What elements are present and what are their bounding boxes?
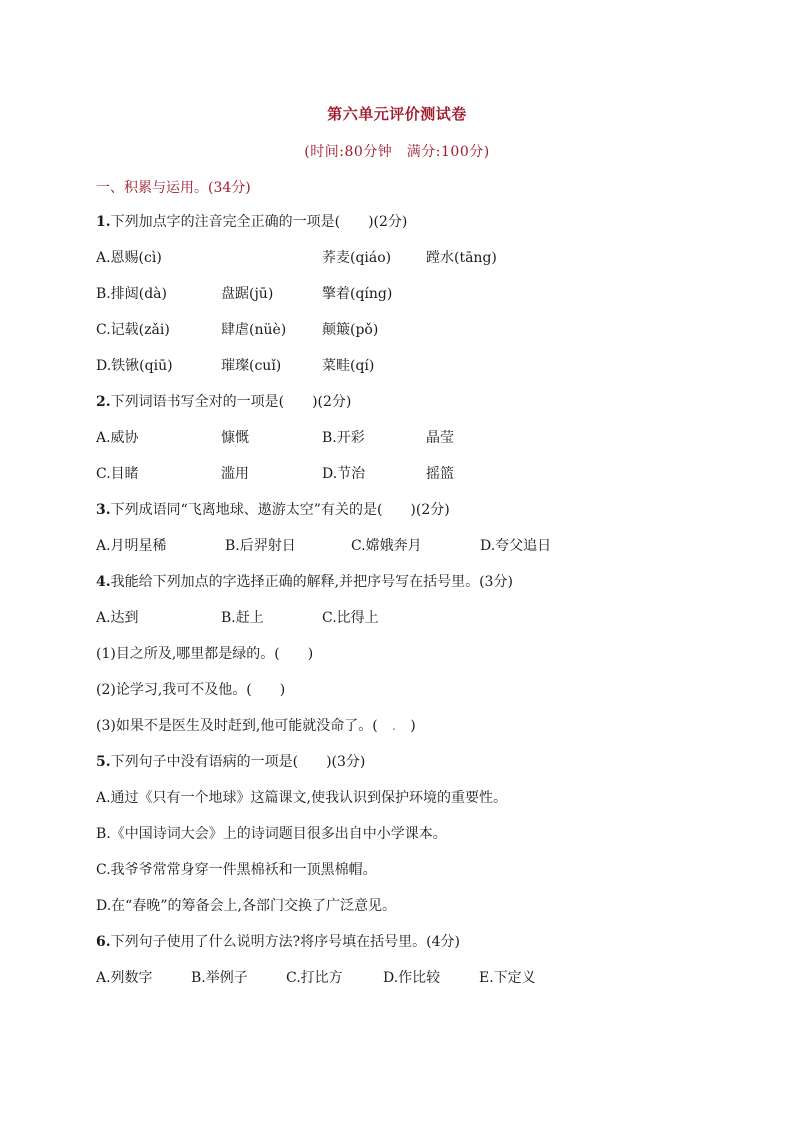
question-4 — [96, 572, 513, 592]
option-cell: C.目睹 — [96, 466, 139, 482]
option-cell: A.达到 — [96, 610, 139, 626]
option-cell: 擎着(qíng) — [322, 286, 393, 302]
q1-option-row-b — [96, 284, 696, 304]
page-subtitle: (时间:80分钟 满分:100分) — [304, 144, 490, 160]
option-cell: D.夸父追日 — [480, 538, 552, 554]
option-cell: A.威协 — [96, 430, 139, 446]
q5-option-c: C.我爷爷常常身穿一件黑棉袄和一顶黑棉帽。 — [96, 862, 377, 878]
q5-option-d: D.在“春晚”的筹备会上,各部门交换了广泛意见。 — [96, 898, 396, 914]
question-text: 下列成语同“飞离地球、遨游太空”有关的是( )(2分) — [110, 502, 450, 518]
q4-item-3 — [96, 716, 416, 736]
q5-option-b: B.《中国诗词大会》上的诗词题目很多出自中小学课本。 — [96, 826, 447, 842]
question-2 — [96, 392, 351, 412]
option-cell: 颠簸(pǒ) — [322, 322, 379, 338]
question-number: 4. — [96, 574, 111, 590]
q6-options — [96, 968, 696, 988]
q4-item-3-text: (3)如果不是医生及时赶到,他可能就没命了。( — [96, 718, 392, 734]
question-text: 我能给下列加点的字选择正确的解释,并把序号写在括号里。(3分) — [110, 574, 513, 590]
option-cell: C.比得上 — [322, 610, 379, 626]
option-cell: C.记载(zǎi) — [96, 322, 170, 338]
option-cell: 菜畦(qí) — [322, 358, 375, 374]
emphasis-dot: . — [391, 718, 397, 734]
option-cell: 晶莹 — [426, 430, 454, 446]
q3-options — [96, 536, 696, 556]
q2-option-row-2 — [96, 464, 696, 484]
option-cell: E.下定义 — [479, 970, 536, 986]
question-text: 下列句子中没有语病的一项是( )(3分) — [110, 754, 366, 770]
option-cell: B.赶上 — [221, 610, 264, 626]
option-cell: 肆虐(nüè) — [221, 322, 287, 338]
question-number: 1. — [96, 214, 111, 230]
q4-item-1: (1)目之所及,哪里都是绿的。( ) — [96, 646, 314, 662]
option-cell: 盘踞(jū) — [221, 286, 274, 302]
option-cell: B.后羿射日 — [225, 538, 296, 554]
q4-item-3-close: ) — [396, 718, 416, 734]
q1-option-row-d — [96, 356, 696, 376]
q2-option-row-1 — [96, 428, 696, 448]
option-cell: 璀璨(cuǐ) — [221, 358, 282, 374]
option-cell: 慷慨 — [221, 430, 249, 446]
page-title: 第六单元评价测试卷 — [327, 105, 467, 123]
question-5 — [96, 752, 365, 772]
question-number: 5. — [96, 754, 111, 770]
option-cell: 蹚水(tāng) — [426, 250, 497, 266]
option-cell: B.排闼(dà) — [96, 286, 167, 302]
option-cell: D.铁锹(qiū) — [96, 358, 173, 374]
option-cell: C.嫦娥奔月 — [351, 538, 422, 554]
question-6 — [96, 932, 460, 952]
q1-option-row-a — [96, 248, 696, 268]
q1-option-row-c — [96, 320, 696, 340]
question-number: 6. — [96, 934, 111, 950]
question-number: 2. — [96, 394, 111, 410]
option-cell: 荞麦(qiáo) — [322, 250, 392, 266]
q4-item-2: (2)论学习,我可不及他。( ) — [96, 682, 286, 698]
option-cell: 滥用 — [221, 466, 249, 482]
question-number: 3. — [96, 502, 111, 518]
option-cell: D.作比较 — [383, 970, 441, 986]
option-cell: A.列数字 — [96, 970, 153, 986]
question-3 — [96, 500, 450, 520]
option-cell: A.月明星稀 — [96, 538, 167, 554]
option-cell: B.开彩 — [322, 430, 365, 446]
option-cell: D.节治 — [322, 466, 366, 482]
question-text: 下列加点字的注音完全正确的一项是( )(2分) — [110, 214, 408, 230]
question-1 — [96, 212, 407, 232]
option-cell: 摇篮 — [426, 466, 454, 482]
option-cell: A.恩赐(cì) — [96, 250, 162, 266]
section-heading: 一、积累与运用。(34分) — [96, 180, 251, 196]
option-cell: B.举例子 — [191, 970, 248, 986]
question-text: 下列词语书写全对的一项是( )(2分) — [110, 394, 352, 410]
option-cell: C.打比方 — [286, 970, 343, 986]
question-text: 下列句子使用了什么说明方法?将序号填在括号里。(4分) — [110, 934, 460, 950]
q4-options — [96, 608, 696, 628]
q5-option-a: A.通过《只有一个地球》这篇课文,使我认识到保护环境的重要性。 — [96, 790, 508, 806]
